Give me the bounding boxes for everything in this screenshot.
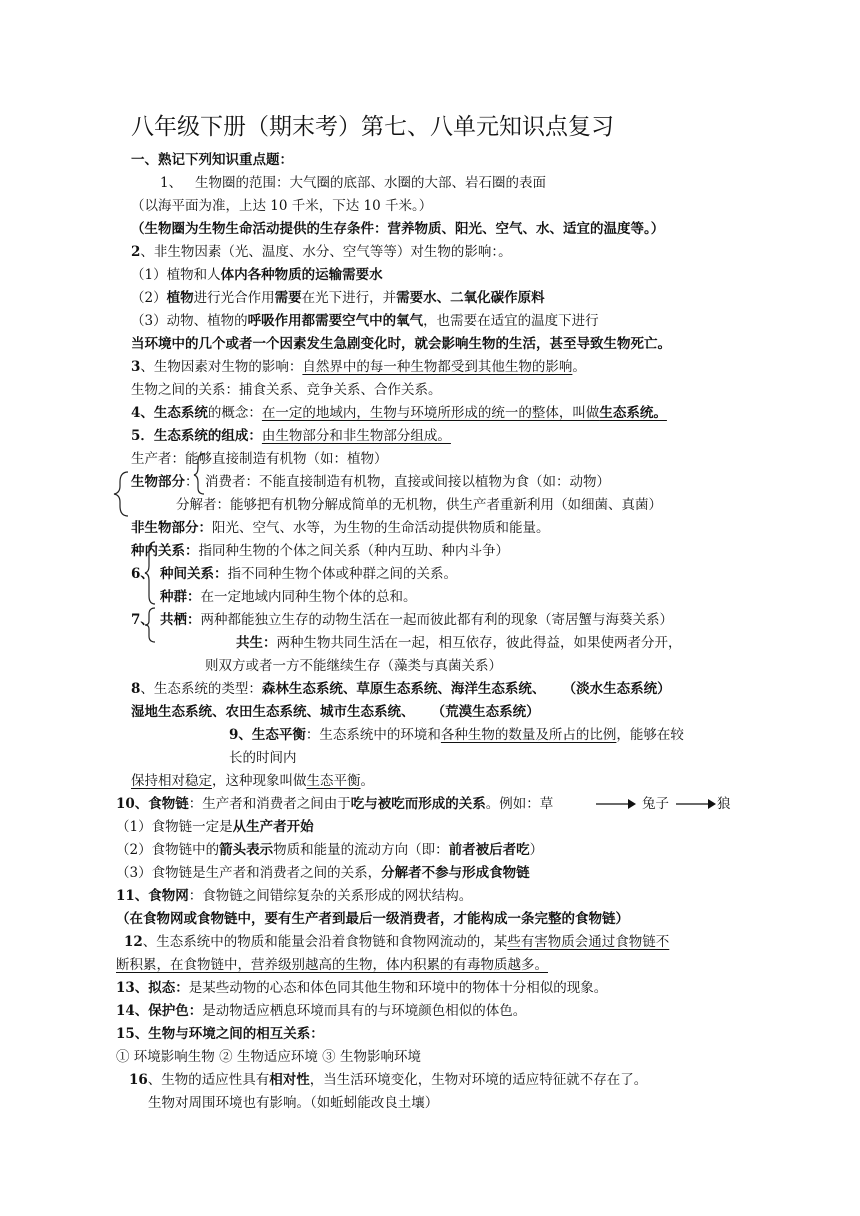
page-title: 八年级下册（期末考）第七、八单元知识点复习 <box>131 114 614 140</box>
item-14-num: 14 <box>116 1003 135 1019</box>
item-16-b: 相对性 <box>269 1072 310 1088</box>
item-2-env: 当环境中的几个或者一个因素发生急剧变化时，就会影响生物的生活，甚至导致生物死亡。 <box>131 336 671 352</box>
item-12-underlined: 些有害物质会通过食物链不 <box>507 934 670 950</box>
item-2-2-e: 在光下进行，并 <box>301 290 397 306</box>
item-3 <box>131 357 586 377</box>
item-4 <box>131 403 667 423</box>
item-10-b: ：生产者和消费者之间由于 <box>188 796 351 812</box>
item-10-2-a: （2）食物链中的 <box>116 842 220 858</box>
item-4-u2: 生态系统。 <box>599 405 667 421</box>
item-6-num: 6、 <box>131 566 154 582</box>
item-2-1 <box>131 265 383 285</box>
item-4-a: 、生态系统 <box>140 405 208 421</box>
item-14-b: 是动物适应栖息环境而具有的与环境颜色相似的体色。 <box>202 1003 527 1019</box>
item-8-b: 森林生态系统、草原生态系统、海洋生态系统、 <box>261 681 546 697</box>
item-12 <box>124 932 669 952</box>
item-2-3-c: ，也需要在适宜的温度下进行 <box>423 313 599 329</box>
item-8 <box>131 679 671 699</box>
item-6-intra <box>131 541 509 561</box>
item-3-underlined: 自然界中的每一种生物都受到其他生物的影响 <box>302 359 573 375</box>
item-14 <box>116 1001 526 1021</box>
item-1 <box>160 173 546 193</box>
item-8-line2-text: 湿地生态系统、农田生态系统、城市生态系统、 <box>131 704 415 720</box>
item-2-2-a: （2） <box>131 290 167 306</box>
bio-part-label: 生物部分 <box>131 474 185 490</box>
item-6-intra-text: 指同种生物的个体之间关系（种内互助、种内斗争） <box>198 543 509 559</box>
item-11-a: 、食物网 <box>134 888 189 904</box>
item-10-1 <box>116 817 314 837</box>
item-6-intra-label: 种内关系： <box>131 543 199 559</box>
item-5-underlined: 由生物部分和非生物部分组成。 <box>261 428 451 444</box>
item-7-comm <box>160 610 673 630</box>
item-13-num: 13 <box>116 980 135 996</box>
item-16-a: 、生物的适应性具有 <box>147 1072 270 1088</box>
item-7-num: 7、 <box>131 612 154 628</box>
nonbio-label: 非生物部分： <box>131 520 212 536</box>
item-10-2-e: ） <box>529 842 544 858</box>
item-7-comm-text: 两种都能独立生存的动物生活在一起而彼此都有利的现象（寄居蟹与海葵关系） <box>200 612 673 628</box>
food-chain-arrow-2 <box>674 796 718 810</box>
item-10-2-d: 前者被后者吃 <box>448 842 530 858</box>
item-7-sym <box>236 633 682 653</box>
item-6-pop-text: 在一定地域内同种生物个体的总和。 <box>200 589 417 605</box>
item-10-num: 10 <box>116 796 135 812</box>
item-9-a: 、生态平衡 <box>238 727 306 743</box>
item-1-range: （以海平面为准，上达 10 千米，下达 10 千米。） <box>131 198 433 214</box>
item-9-u3: 生态平衡 <box>306 773 361 789</box>
item-6-inter <box>160 564 457 584</box>
item-7-sym-label: 共生： <box>236 635 277 651</box>
item-6-pop <box>160 587 417 607</box>
item-15: 15、生物与环境之间的相互关系： <box>116 1026 324 1042</box>
item-7-brace <box>143 606 157 644</box>
item-9-c: ，能够在较 <box>616 727 684 743</box>
item-2-3-b: 呼吸作用都需要空气中的氧气 <box>247 313 424 329</box>
item-10-3 <box>116 863 530 883</box>
item-16-c: ，当生活环境变化，生物对环境的适应特征就不存在了。 <box>309 1072 648 1088</box>
nonbio-text: 阳光、空气、水等，为生物的生命活动提供物质和能量。 <box>212 520 550 536</box>
item-2-2-c: 进行光合作用 <box>193 290 275 306</box>
item-9-u2: 保持相对稳定 <box>131 773 212 789</box>
item-16 <box>129 1070 647 1090</box>
composition-brace <box>112 448 212 538</box>
item-11-note: （在食物网或食物链中，要有生产者到最后一级消费者，才能构成一条完整的食物链） <box>116 911 629 927</box>
item-9-num: 9 <box>229 727 239 743</box>
food-chain-arrow-1 <box>594 796 638 810</box>
item-1-num: 1、 <box>160 175 183 191</box>
item-13 <box>116 978 607 998</box>
item-5 <box>131 426 451 446</box>
item-6-pop-label: 种群： <box>160 589 201 605</box>
item-3-a: 、生物因素对生物的影响： <box>140 359 303 375</box>
item-2-num: 2 <box>131 244 141 260</box>
item-15-list: ① 环境影响生物 ② 生物适应环境 ③ 生物影响环境 <box>116 1049 421 1065</box>
item-9-b: ：生态系统中的环境和 <box>305 727 441 743</box>
consumer-line: 消费者：不能直接制造有机物，直接或间接以植物为食（如：动物） <box>205 474 610 490</box>
item-7-sym-2: 则双方或者一方不能继续生存（藻类与真菌关系） <box>205 658 502 674</box>
item-10-1-a: （1）食物链一定是 <box>116 819 233 835</box>
item-6-brace <box>143 540 157 606</box>
producer-line: 生产者：能够直接制造有机物（如：植物） <box>131 451 388 467</box>
item-8-a: 、生态系统的类型： <box>140 681 262 697</box>
item-3-rel: 生物之间的关系：捕食关系、竞争关系、合作关系。 <box>131 382 442 398</box>
item-10-3-a: （3）食物链是生产者和消费者之间的关系， <box>116 865 382 881</box>
item-3-num: 3 <box>131 359 141 375</box>
item-9 <box>229 725 684 745</box>
item-9-end: 。 <box>360 773 374 789</box>
food-chain-wolf: 狼 <box>717 796 731 812</box>
decomposer-line: 分解者：能够把有机物分解成简单的无机物，供生产者重新利用（如细菌、真菌） <box>176 497 662 513</box>
item-10-2-c: 物质和能量的流动方向（即： <box>273 842 449 858</box>
item-7-sym-text: 两种生物共同生活在一起，相互依存，彼此得益，如果使两者分开， <box>276 635 682 651</box>
item-2-2-d: 需要 <box>274 290 302 306</box>
item-10-2-b: 箭头表示 <box>219 842 274 858</box>
item-16-line2: 生物对周围环境也有影响。（如蚯蚓能改良土壤） <box>148 1095 439 1111</box>
item-2-2-b: 植物 <box>166 290 194 306</box>
item-4-u1: 在一定的地域内，生物与环境所形成的统一的整体，叫做 <box>261 405 600 421</box>
item-3-end: 。 <box>572 359 586 375</box>
item-1-note: （生物圈为生物生命活动提供的生存条件：营养物质、阳光、空气、水、适宜的温度等。） <box>131 221 665 237</box>
bio-part-colon: ： <box>185 474 199 490</box>
section-heading: 一、熟记下列知识重点题： <box>131 152 293 168</box>
item-13-b: 是某些动物的心态和体色同其他生物和环境中的物体十分相似的现象。 <box>188 980 608 996</box>
item-2-1-b: 体内各种物质的运输需要水 <box>220 267 383 283</box>
item-5-num: 5 <box>131 428 141 444</box>
item-6-inter-label: 种间关系： <box>160 566 228 582</box>
item-12-a: 、生态系统中的物质和能量会沿着食物链和食物网流动的，某 <box>142 934 508 950</box>
item-2-1-a: （1）植物和人 <box>131 267 221 283</box>
item-2-3 <box>131 311 599 331</box>
item-1-text: 生物圈的范围：大气圈的底部、水圈的大部、岩石圈的表面 <box>194 175 546 191</box>
item-9-line2: 长的时间内 <box>229 750 297 766</box>
item-2-text: 、非生物因素（光、温度、水分、空气等等）对生物的影响：。 <box>140 244 512 260</box>
item-8-c: （淡水生态系统） <box>562 681 671 697</box>
item-2-2 <box>131 288 545 308</box>
item-10 <box>116 794 553 814</box>
item-13-a: 、拟态： <box>134 980 189 996</box>
item-10-2 <box>116 840 543 860</box>
item-12-line2: 断积累，在食物链中，营养级别越高的生物，体内积累的有毒物质越多。 <box>116 957 548 973</box>
item-5-a: ．生态系统的组成： <box>140 428 262 444</box>
item-11 <box>116 886 472 906</box>
item-8-d: （荒漠生态系统） <box>431 704 540 720</box>
item-10-a: 、食物链 <box>134 796 189 812</box>
item-10-1-b: 从生产者开始 <box>232 819 314 835</box>
item-8-line2 <box>131 702 540 722</box>
item-9-d: ，这种现象叫做 <box>212 773 307 789</box>
item-8-num: 8 <box>131 681 141 697</box>
item-7-comm-label: 共栖： <box>160 612 201 628</box>
item-16-num: 16 <box>129 1072 148 1088</box>
item-2-2-f: 需要水、二氧化碳作原料 <box>396 290 545 306</box>
item-4-num: 4 <box>131 405 141 421</box>
item-14-a: 、保护色： <box>134 1003 203 1019</box>
item-6-inter-text: 指不同种生物个体或种群之间的关系。 <box>227 566 457 582</box>
item-2-3-a: （3）动物、植物的 <box>131 313 248 329</box>
item-9-underlined: 各种生物的数量及所占的比例 <box>440 727 617 743</box>
item-10-c: 吃与被吃而形成的关系 <box>350 796 486 812</box>
item-9-line3 <box>131 771 374 791</box>
item-12-num: 12 <box>124 934 143 950</box>
item-2 <box>131 242 512 262</box>
item-10-d: 。例如：草 <box>485 796 554 812</box>
item-10-3-b: 分解者不参与形成食物链 <box>381 865 530 881</box>
item-11-num: 11 <box>116 888 135 904</box>
item-11-b: ：食物链之间错综复杂的关系形成的网状结构。 <box>188 888 473 904</box>
food-chain-rabbit: 兔子 <box>642 796 669 812</box>
item-4-b: 的概念： <box>207 405 262 421</box>
